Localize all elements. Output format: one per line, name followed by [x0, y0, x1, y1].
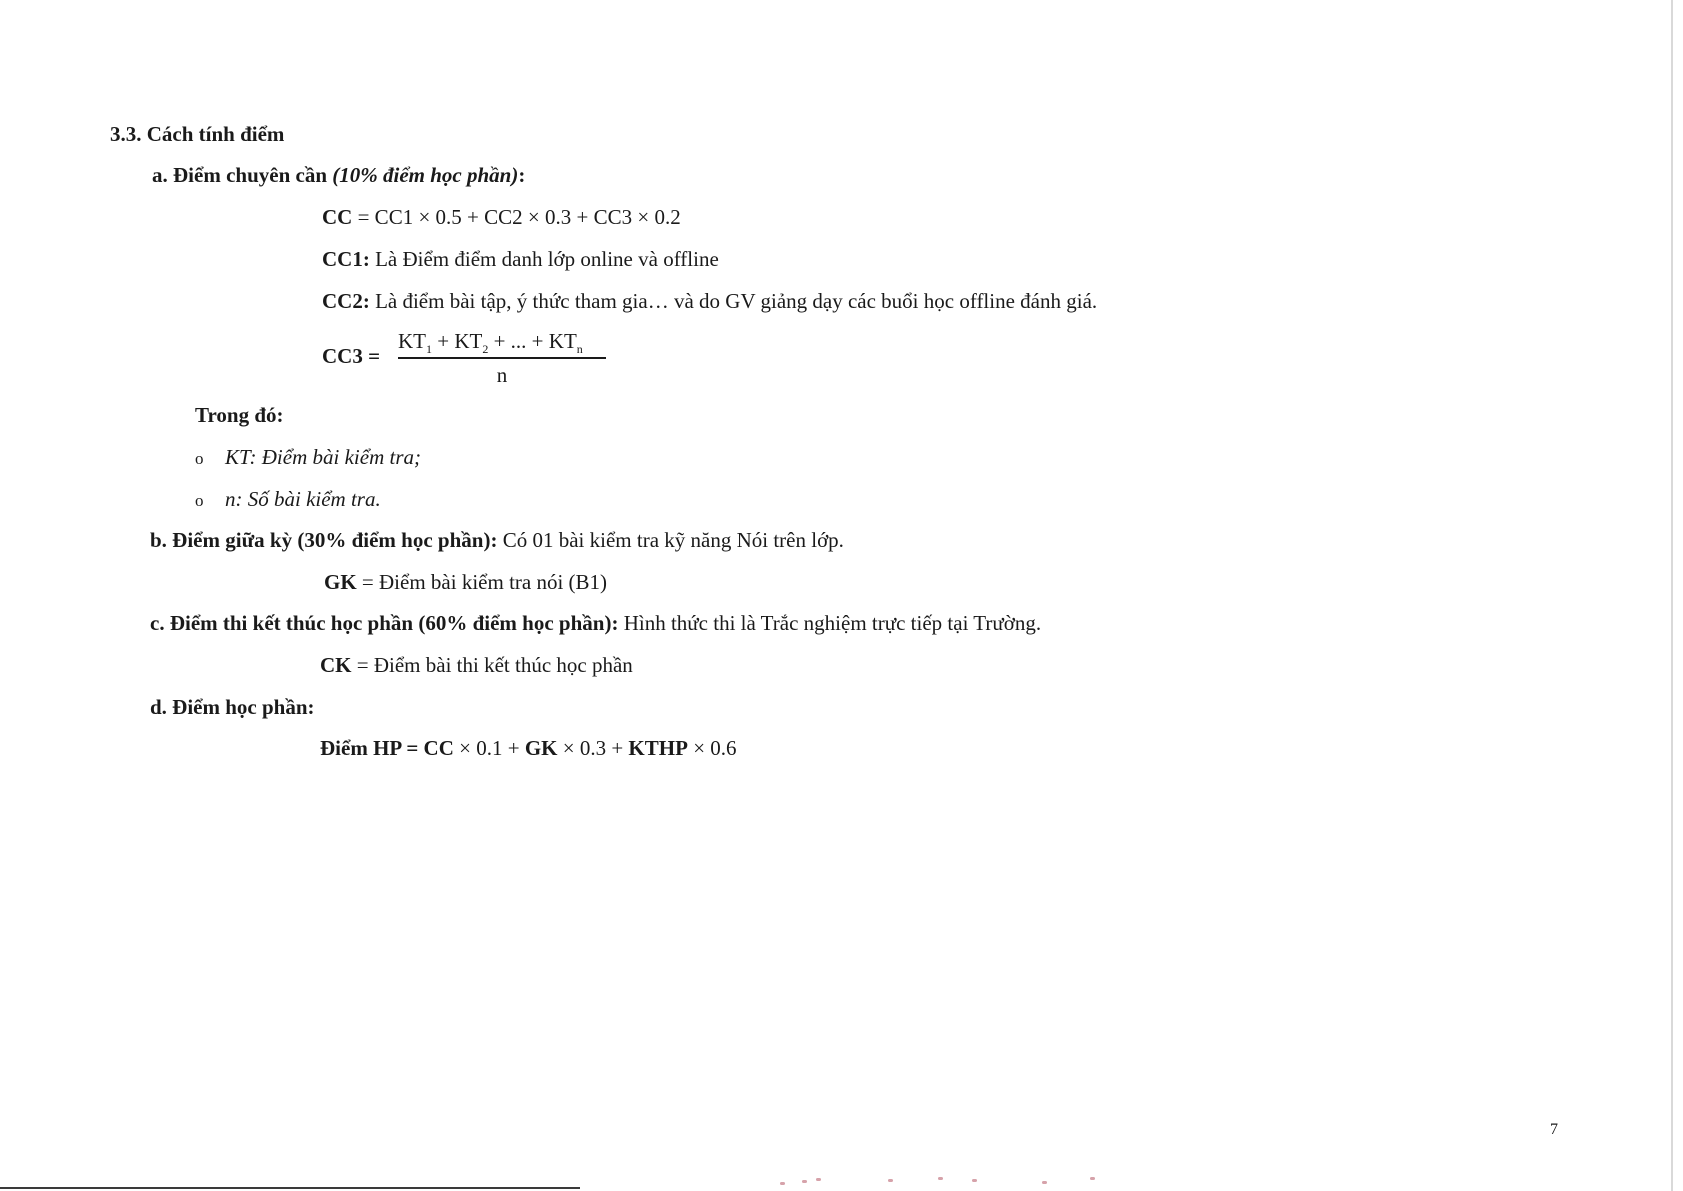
ck-formula: [320, 652, 633, 678]
item-a-heading: [152, 162, 525, 188]
bottom-rule: [0, 1187, 580, 1189]
scan-edge: [1671, 0, 1673, 1191]
hp-label: Điểm HP = CC: [320, 736, 454, 760]
ck-text: = Điểm bài thi kết thúc học phần: [351, 653, 633, 677]
speck: [1090, 1177, 1095, 1180]
kt-sub-1: 1: [426, 342, 432, 357]
item-b-label: b. Điểm giữa kỳ (30% điểm học phần):: [150, 528, 498, 552]
gk-label: GK: [324, 570, 357, 594]
page-number: 7: [1550, 1121, 1558, 1138]
item-d-heading: d. Điểm học phần:: [150, 695, 315, 719]
hp-kthp: KTHP: [628, 736, 688, 760]
kt-1: KT: [398, 329, 426, 353]
fraction-bar: [398, 357, 606, 359]
bullet-text: n: Số bài kiểm tra.: [225, 487, 381, 511]
section-title: 3.3. Cách tính điểm: [110, 122, 285, 146]
bullet-marker: o: [195, 491, 204, 510]
plus-1: +: [432, 329, 455, 353]
cc1-text: Là Điểm điểm danh lớp online và offline: [369, 247, 719, 271]
kt-sub-2: 2: [482, 342, 489, 357]
cc3-numerator: [398, 329, 583, 357]
gk-formula: [324, 569, 607, 595]
cc-label: CC: [322, 205, 353, 229]
ck-label: CK: [320, 653, 352, 677]
item-c-heading: [150, 610, 1041, 636]
cc2-line: [322, 288, 1097, 314]
speck: [816, 1178, 821, 1181]
item-b-heading: [150, 527, 844, 553]
kt-2: KT: [454, 329, 483, 353]
gk-text: = Điểm bài kiểm tra nói (B1): [356, 570, 608, 594]
bullet-item: [195, 444, 421, 472]
where-label: Trong đó:: [195, 403, 284, 427]
cc2-label: CC2:: [322, 289, 370, 313]
speck: [1042, 1181, 1047, 1184]
cc3-label: CC3 =: [322, 344, 381, 368]
hp-term-2: × 0.3 +: [557, 736, 629, 760]
plus-dots: + ... +: [488, 329, 549, 353]
item-a-label-italic: (10% điểm học phần): [332, 163, 519, 187]
hp-formula: [320, 735, 737, 761]
item-b-text: Có 01 bài kiểm tra kỹ năng Nói trên lớp.: [497, 528, 844, 552]
speck: [972, 1179, 977, 1182]
hp-term-3: × 0.6: [687, 736, 737, 760]
speck: [938, 1177, 943, 1180]
hp-term-1: × 0.1 +: [453, 736, 525, 760]
kt-n: KT: [548, 329, 577, 353]
item-a-colon: :: [518, 163, 526, 187]
item-a-label: a. Điểm chuyên cần: [152, 163, 327, 187]
cc-formula-text: = CC1 × 0.5 + CC2 × 0.3 + CC3 × 0.2: [352, 205, 681, 229]
speck: [780, 1182, 785, 1185]
scan-specks: [780, 1176, 1110, 1188]
bullet-item: [195, 486, 381, 514]
cc1-line: [322, 246, 719, 272]
cc2-text: Là điểm bài tập, ý thức tham gia… và do GV giảng dạy các buổi học offline đánh giá.: [369, 289, 1098, 313]
hp-gk: GK: [524, 736, 558, 760]
cc1-label: CC1:: [322, 247, 370, 271]
item-c-text: Hình thức thi là Trắc nghiệm trực tiếp tại Trường.: [618, 611, 1042, 635]
bullet-marker: o: [195, 449, 204, 468]
cc-formula: [322, 204, 681, 230]
cc3-denominator: n: [496, 363, 508, 387]
bullet-text: KT: Điểm bài kiểm tra;: [225, 445, 421, 469]
speck: [802, 1180, 807, 1183]
item-c-label: c. Điểm thi kết thúc học phần (60% điểm học phần):: [150, 611, 619, 635]
speck: [888, 1179, 893, 1182]
kt-sub-n: n: [576, 342, 583, 357]
